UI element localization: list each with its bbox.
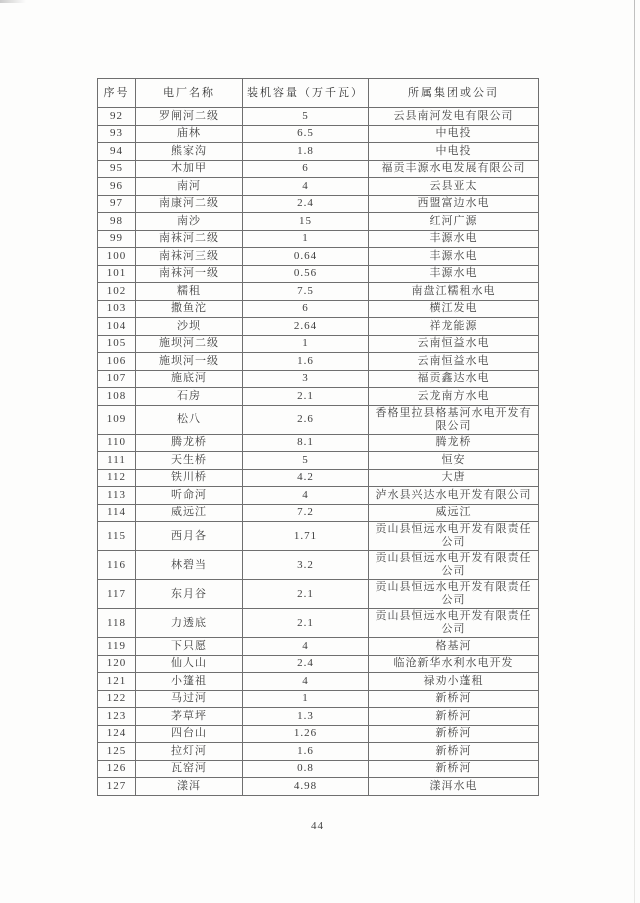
cell-owner-company: 新桥河	[369, 760, 539, 778]
cell-index: 118	[98, 609, 136, 638]
table-row	[98, 283, 539, 301]
table-row	[98, 725, 539, 743]
cell-installed-capacity: 5	[243, 452, 369, 470]
cell-owner-company: 红河广源	[369, 213, 539, 231]
cell-index: 99	[98, 230, 136, 248]
cell-owner-company: 云县南河发电有限公司	[369, 108, 539, 126]
table-row	[98, 318, 539, 336]
table-row	[98, 551, 539, 580]
cell-owner-company: 祥龙能源	[369, 318, 539, 336]
table-row	[98, 673, 539, 691]
cell-plant-name: 威远江	[136, 504, 243, 522]
cell-plant-name: 铁川桥	[136, 469, 243, 487]
cell-owner-company: 禄劝小蓬租	[369, 673, 539, 691]
cell-index: 105	[98, 335, 136, 353]
cell-index: 106	[98, 353, 136, 371]
cell-index: 92	[98, 108, 136, 126]
cell-owner-company: 新桥河	[369, 743, 539, 761]
table-row	[98, 248, 539, 266]
cell-installed-capacity: 2.64	[243, 318, 369, 336]
cell-index: 123	[98, 708, 136, 726]
cell-installed-capacity: 2.6	[243, 405, 369, 434]
cell-plant-name: 施坝河一级	[136, 353, 243, 371]
cell-owner-company: 丰源水电	[369, 248, 539, 266]
cell-installed-capacity: 1.6	[243, 353, 369, 371]
cell-installed-capacity: 1.3	[243, 708, 369, 726]
cell-owner-company: 腾龙桥	[369, 434, 539, 452]
cell-index: 126	[98, 760, 136, 778]
cell-plant-name: 漾洱	[136, 778, 243, 796]
cell-owner-company: 贡山县恒远水电开发有限责任公司	[369, 609, 539, 638]
table-row	[98, 300, 539, 318]
cell-index: 98	[98, 213, 136, 231]
cell-plant-name: 西月各	[136, 522, 243, 551]
cell-owner-company: 中电投	[369, 143, 539, 161]
cell-index: 119	[98, 638, 136, 656]
cell-installed-capacity: 4.2	[243, 469, 369, 487]
cell-index: 115	[98, 522, 136, 551]
table-row	[98, 580, 539, 609]
table-row	[98, 760, 539, 778]
cell-installed-capacity: 2.1	[243, 388, 369, 406]
cell-installed-capacity: 4	[243, 178, 369, 196]
cell-plant-name: 施坝河二级	[136, 335, 243, 353]
cell-installed-capacity: 8.1	[243, 434, 369, 452]
cell-index: 103	[98, 300, 136, 318]
cell-index: 124	[98, 725, 136, 743]
cell-owner-company: 云南恒益水电	[369, 353, 539, 371]
table-row	[98, 452, 539, 470]
cell-plant-name: 南袜河二级	[136, 230, 243, 248]
cell-index: 113	[98, 487, 136, 505]
cell-plant-name: 南沙	[136, 213, 243, 231]
table-row	[98, 778, 539, 796]
table-row	[98, 143, 539, 161]
cell-index: 104	[98, 318, 136, 336]
cell-owner-company: 丰源水电	[369, 230, 539, 248]
header-owner-company: 所属集团或公司	[369, 79, 539, 108]
cell-installed-capacity: 4	[243, 638, 369, 656]
header-index: 序号	[98, 79, 136, 108]
table-row	[98, 690, 539, 708]
table-body	[98, 108, 539, 796]
cell-plant-name: 力透底	[136, 609, 243, 638]
cell-installed-capacity: 1	[243, 335, 369, 353]
cell-installed-capacity: 0.8	[243, 760, 369, 778]
cell-owner-company: 贡山县恒远水电开发有限责任公司	[369, 580, 539, 609]
cell-installed-capacity: 4.98	[243, 778, 369, 796]
cell-owner-company: 横江发电	[369, 300, 539, 318]
header-plant-name: 电厂名称	[136, 79, 243, 108]
cell-installed-capacity: 4	[243, 673, 369, 691]
table-row	[98, 655, 539, 673]
cell-owner-company: 临沧新华水利水电开发	[369, 655, 539, 673]
cell-owner-company: 格基河	[369, 638, 539, 656]
table-row	[98, 178, 539, 196]
cell-plant-name: 下只愿	[136, 638, 243, 656]
cell-plant-name: 松八	[136, 405, 243, 434]
cell-owner-company: 丰源水电	[369, 265, 539, 283]
cell-plant-name: 糯租	[136, 283, 243, 301]
table-row	[98, 743, 539, 761]
table-row	[98, 195, 539, 213]
cell-plant-name: 仙人山	[136, 655, 243, 673]
cell-index: 100	[98, 248, 136, 266]
cell-installed-capacity: 3	[243, 370, 369, 388]
table-row	[98, 230, 539, 248]
cell-index: 111	[98, 452, 136, 470]
cell-owner-company: 泸水县兴达水电开发有限公司	[369, 487, 539, 505]
cell-index: 96	[98, 178, 136, 196]
cell-plant-name: 南河	[136, 178, 243, 196]
cell-installed-capacity: 1.26	[243, 725, 369, 743]
cell-owner-company: 云南恒益水电	[369, 335, 539, 353]
cell-plant-name: 瓦窑河	[136, 760, 243, 778]
table-row	[98, 405, 539, 434]
cell-installed-capacity: 15	[243, 213, 369, 231]
cell-owner-company: 福贡鑫达水电	[369, 370, 539, 388]
cell-installed-capacity: 6.5	[243, 125, 369, 143]
cell-owner-company: 南盘江糯租水电	[369, 283, 539, 301]
cell-owner-company: 香格里拉县格基河水电开发有限公司	[369, 405, 539, 434]
table-row	[98, 638, 539, 656]
table-row	[98, 335, 539, 353]
cell-owner-company: 云龙南方水电	[369, 388, 539, 406]
table-row	[98, 213, 539, 231]
cell-installed-capacity: 3.2	[243, 551, 369, 580]
table-row	[98, 125, 539, 143]
table-row	[98, 108, 539, 126]
table-row	[98, 160, 539, 178]
table-header	[98, 79, 539, 108]
cell-plant-name: 马过河	[136, 690, 243, 708]
cell-installed-capacity: 1.71	[243, 522, 369, 551]
cell-installed-capacity: 2.1	[243, 609, 369, 638]
cell-owner-company: 云县亚太	[369, 178, 539, 196]
cell-plant-name: 拉灯河	[136, 743, 243, 761]
cell-plant-name: 沙坝	[136, 318, 243, 336]
table-row	[98, 370, 539, 388]
cell-owner-company: 大唐	[369, 469, 539, 487]
cell-owner-company: 威远江	[369, 504, 539, 522]
cell-installed-capacity: 7.5	[243, 283, 369, 301]
cell-index: 94	[98, 143, 136, 161]
scan-artifact	[634, 0, 635, 903]
cell-plant-name: 熊家沟	[136, 143, 243, 161]
cell-plant-name: 小篷祖	[136, 673, 243, 691]
cell-installed-capacity: 2.1	[243, 580, 369, 609]
cell-installed-capacity: 0.56	[243, 265, 369, 283]
cell-index: 120	[98, 655, 136, 673]
cell-index: 109	[98, 405, 136, 434]
cell-plant-name: 罗闸河二级	[136, 108, 243, 126]
cell-plant-name: 施底河	[136, 370, 243, 388]
cell-index: 95	[98, 160, 136, 178]
cell-index: 102	[98, 283, 136, 301]
cell-installed-capacity: 1	[243, 230, 369, 248]
cell-owner-company: 新桥河	[369, 708, 539, 726]
cell-plant-name: 南袜河三级	[136, 248, 243, 266]
cell-index: 121	[98, 673, 136, 691]
cell-plant-name: 林碧当	[136, 551, 243, 580]
scan-artifact	[0, 0, 26, 3]
cell-owner-company: 贡山县恒远水电开发有限责任公司	[369, 522, 539, 551]
cell-installed-capacity: 1	[243, 690, 369, 708]
cell-installed-capacity: 4	[243, 487, 369, 505]
cell-index: 93	[98, 125, 136, 143]
cell-owner-company: 中电投	[369, 125, 539, 143]
cell-index: 107	[98, 370, 136, 388]
header-installed-capacity: 装机容量（万千瓦）	[243, 79, 369, 108]
cell-index: 110	[98, 434, 136, 452]
table-row	[98, 504, 539, 522]
page-number: 44	[311, 820, 324, 832]
table-row	[98, 708, 539, 726]
table-row	[98, 265, 539, 283]
cell-index: 125	[98, 743, 136, 761]
table-row	[98, 609, 539, 638]
cell-installed-capacity: 0.64	[243, 248, 369, 266]
cell-plant-name: 木加甲	[136, 160, 243, 178]
table-header-row	[98, 79, 539, 108]
cell-owner-company: 福贡丰源水电发展有限公司	[369, 160, 539, 178]
cell-index: 101	[98, 265, 136, 283]
cell-index: 108	[98, 388, 136, 406]
cell-index: 116	[98, 551, 136, 580]
cell-index: 122	[98, 690, 136, 708]
table-row	[98, 469, 539, 487]
cell-index: 117	[98, 580, 136, 609]
cell-owner-company: 新桥河	[369, 690, 539, 708]
cell-installed-capacity: 6	[243, 160, 369, 178]
cell-owner-company: 西盟富边水电	[369, 195, 539, 213]
cell-index: 97	[98, 195, 136, 213]
cell-plant-name: 庙林	[136, 125, 243, 143]
table-row	[98, 487, 539, 505]
cell-plant-name: 茅草坪	[136, 708, 243, 726]
cell-installed-capacity: 1.8	[243, 143, 369, 161]
cell-index: 112	[98, 469, 136, 487]
cell-owner-company: 恒安	[369, 452, 539, 470]
cell-owner-company: 漾洱水电	[369, 778, 539, 796]
cell-index: 114	[98, 504, 136, 522]
cell-installed-capacity: 5	[243, 108, 369, 126]
cell-plant-name: 石房	[136, 388, 243, 406]
cell-installed-capacity: 2.4	[243, 195, 369, 213]
cell-owner-company: 贡山县恒远水电开发有限责任公司	[369, 551, 539, 580]
cell-plant-name: 听命河	[136, 487, 243, 505]
table-row	[98, 434, 539, 452]
cell-plant-name: 东月谷	[136, 580, 243, 609]
cell-installed-capacity: 1.6	[243, 743, 369, 761]
cell-installed-capacity: 2.4	[243, 655, 369, 673]
cell-plant-name: 腾龙桥	[136, 434, 243, 452]
power-plant-table	[97, 78, 539, 796]
table-row	[98, 388, 539, 406]
table-row	[98, 353, 539, 371]
cell-index: 127	[98, 778, 136, 796]
cell-owner-company: 新桥河	[369, 725, 539, 743]
cell-plant-name: 南康河二级	[136, 195, 243, 213]
cell-installed-capacity: 6	[243, 300, 369, 318]
cell-plant-name: 撒鱼沱	[136, 300, 243, 318]
table-row	[98, 522, 539, 551]
cell-plant-name: 天生桥	[136, 452, 243, 470]
cell-plant-name: 四台山	[136, 725, 243, 743]
cell-plant-name: 南袜河一级	[136, 265, 243, 283]
cell-installed-capacity: 7.2	[243, 504, 369, 522]
